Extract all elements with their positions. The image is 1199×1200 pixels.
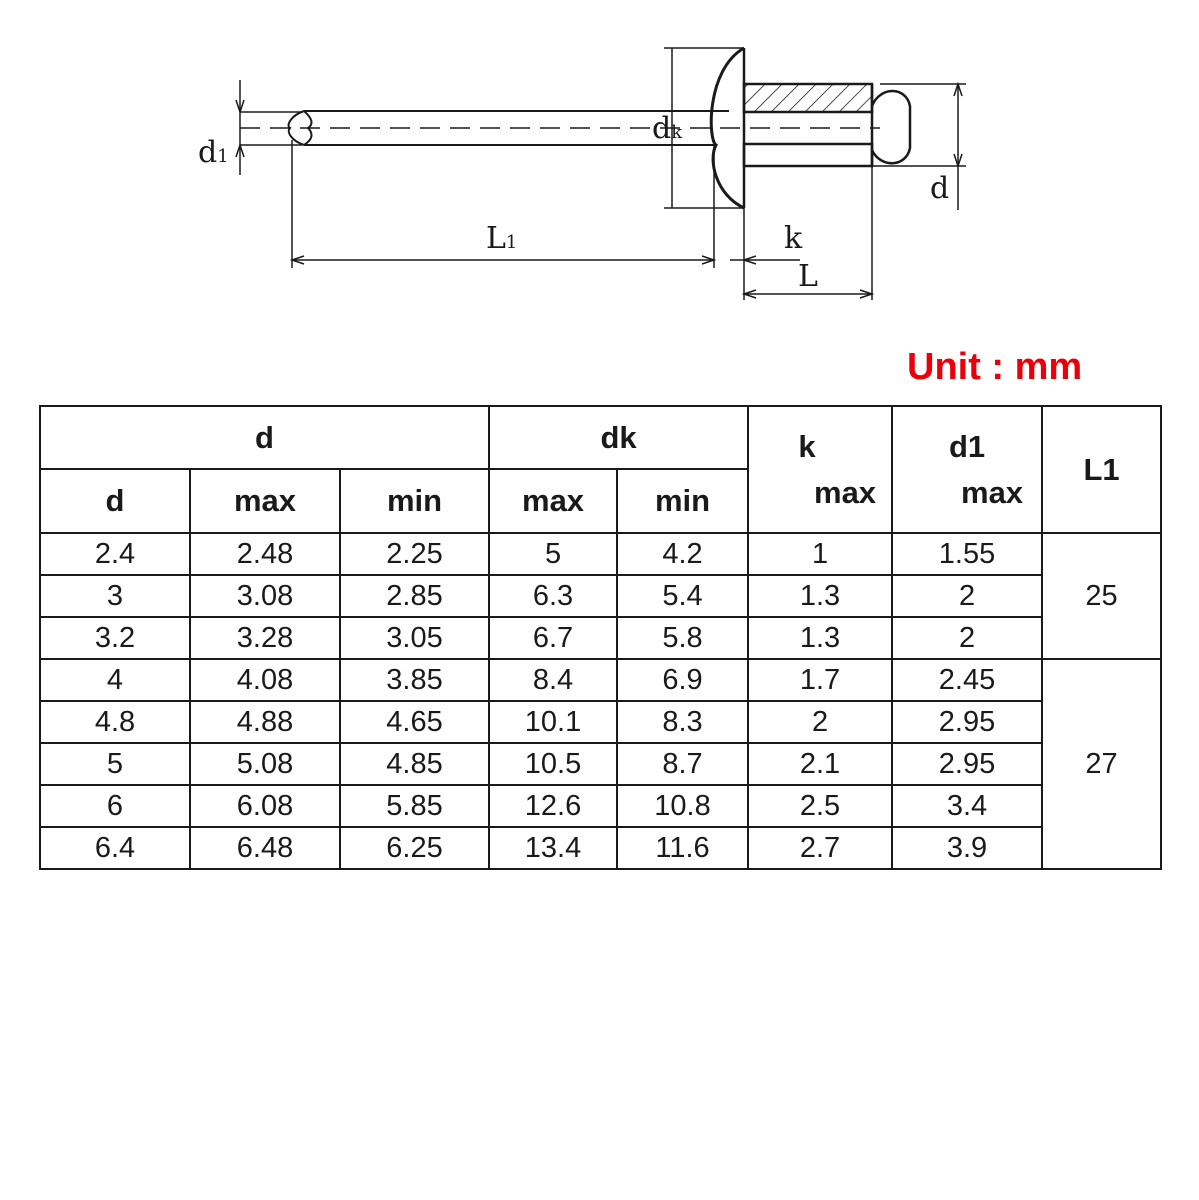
cell-dk-max: 13.4 [489, 827, 617, 869]
cell-k-max: 1.3 [748, 575, 892, 617]
cell-dk-min: 8.7 [617, 743, 748, 785]
cell-d: 3.2 [40, 617, 190, 659]
label-d: d [930, 171, 950, 206]
cell-d-min: 6.25 [340, 827, 489, 869]
cell-k-max: 2.5 [748, 785, 892, 827]
cell-d1-max: 2 [892, 617, 1042, 659]
label-k: k [784, 221, 803, 256]
cell-d: 3 [40, 575, 190, 617]
table-row [40, 743, 1161, 785]
header-row-group [40, 406, 1161, 469]
cell-d: 4 [40, 659, 190, 701]
cell-dk-max: 6.7 [489, 617, 617, 659]
cell-k-max: 1 [748, 533, 892, 575]
cell-dk-max: 10.5 [489, 743, 617, 785]
cell-k-max: 1.7 [748, 659, 892, 701]
spec-table [39, 405, 1162, 870]
cell-dk-max: 6.3 [489, 575, 617, 617]
cell-d1-max: 2 [892, 575, 1042, 617]
subheader-dk-max: max [489, 469, 617, 533]
table-row [40, 785, 1161, 827]
cell-d-max: 3.28 [190, 617, 340, 659]
label-L: L [798, 259, 818, 294]
cell-dk-max: 8.4 [489, 659, 617, 701]
cell-k-max: 2.1 [748, 743, 892, 785]
cell-dk-max: 10.1 [489, 701, 617, 743]
cell-dk-min: 5.8 [617, 617, 748, 659]
cell-d-min: 4.85 [340, 743, 489, 785]
header-k-max: k max [748, 406, 892, 533]
cell-k-max: 1.3 [748, 617, 892, 659]
label-d1: d1 [198, 135, 229, 170]
cell-d1-max: 2.95 [892, 701, 1042, 743]
cell-dk-min: 11.6 [617, 827, 748, 869]
cell-d-min: 2.25 [340, 533, 489, 575]
header-dk-group: dk [489, 406, 748, 469]
subheader-d-min: min [340, 469, 489, 533]
cell-dk-min: 5.4 [617, 575, 748, 617]
cell-dk-min: 4.2 [617, 533, 748, 575]
cell-d1-max: 2.95 [892, 743, 1042, 785]
cell-d: 4.8 [40, 701, 190, 743]
cell-d-min: 3.05 [340, 617, 489, 659]
subheader-d: d [40, 469, 190, 533]
cell-k-max: 2.7 [748, 827, 892, 869]
unit-label: Unit : mm [907, 346, 1083, 388]
cell-d1-max: 2.45 [892, 659, 1042, 701]
cell-d-max: 4.08 [190, 659, 340, 701]
cell-dk-max: 5 [489, 533, 617, 575]
cell-dk-min: 8.3 [617, 701, 748, 743]
cell-d-max: 6.48 [190, 827, 340, 869]
table-row [40, 575, 1161, 617]
rivet-dimension-drawing [0, 0, 1199, 330]
cell-L1: 25 [1042, 533, 1161, 659]
cell-d-min: 5.85 [340, 785, 489, 827]
cell-d-min: 4.65 [340, 701, 489, 743]
cell-dk-min: 6.9 [617, 659, 748, 701]
cell-dk-min: 10.8 [617, 785, 748, 827]
cell-d1-max: 3.9 [892, 827, 1042, 869]
cell-dk-max: 12.6 [489, 785, 617, 827]
table-row [40, 659, 1161, 701]
cell-d-min: 2.85 [340, 575, 489, 617]
header-L1: L1 [1042, 406, 1161, 533]
cell-d-max: 6.08 [190, 785, 340, 827]
cell-d-min: 3.85 [340, 659, 489, 701]
cell-d-max: 2.48 [190, 533, 340, 575]
cell-d-max: 3.08 [190, 575, 340, 617]
table-row [40, 533, 1161, 575]
cell-d1-max: 3.4 [892, 785, 1042, 827]
table-row [40, 827, 1161, 869]
cell-d: 6.4 [40, 827, 190, 869]
header-d1-max: d1 max [892, 406, 1042, 533]
cell-d-max: 5.08 [190, 743, 340, 785]
rivet-body-shape [744, 84, 872, 166]
table-row [40, 701, 1161, 743]
cell-k-max: 2 [748, 701, 892, 743]
label-dk: dk [652, 111, 683, 146]
cell-L1: 27 [1042, 659, 1161, 869]
subheader-dk-min: min [617, 469, 748, 533]
cell-d: 5 [40, 743, 190, 785]
mandrel-head-shape [872, 91, 910, 163]
d-dimension [872, 84, 966, 210]
label-L1: L1 [486, 221, 518, 256]
cell-d-max: 4.88 [190, 701, 340, 743]
subheader-d-max: max [190, 469, 340, 533]
table-row [40, 617, 1161, 659]
cell-d1-max: 1.55 [892, 533, 1042, 575]
cell-d: 2.4 [40, 533, 190, 575]
header-d-group: d [40, 406, 489, 469]
cell-d: 6 [40, 785, 190, 827]
